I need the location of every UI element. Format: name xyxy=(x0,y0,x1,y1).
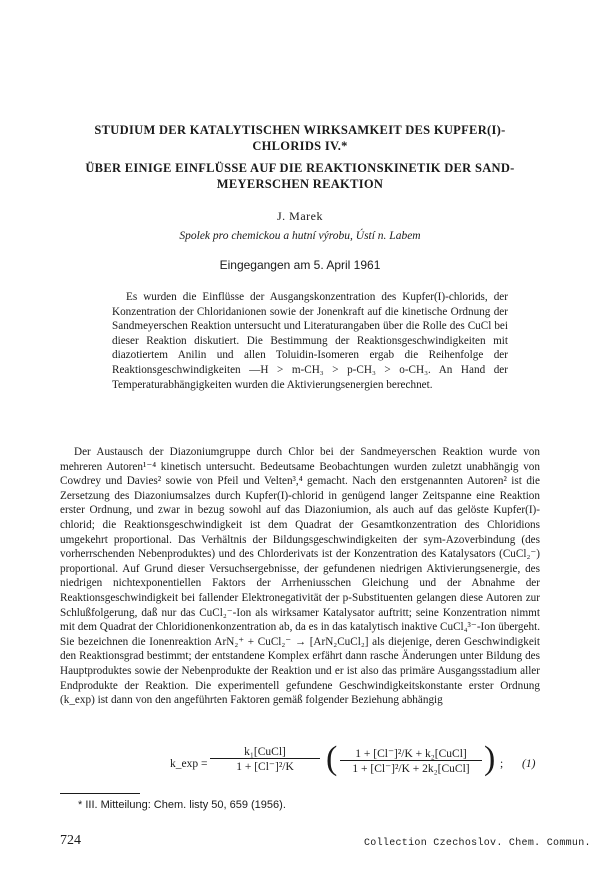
fraction-1-denominator: 1 + [Cl⁻]²/K xyxy=(236,761,294,773)
abstract-text: Es wurden die Einflüsse der Ausgangskonzentration des Kupfer(I)-chlorids, der Konzentration der Chloridanionen sowie der Jonenkraft auf die kinetische Ordnung der Sandmeyerschen Reaktion untersucht und Literaturangaben über die Rolle des CuCl bei dieser Reaktion diskutiert. Die Bestimmung der Reaktionsgeschwindigkeiten mit diazotiertem Anilin und allen Toluidin-Isomeren ergab die Reihenfolge der Reaktionsgeschwindigkeiten —H > m-CH₃ > p-CH₃ > o-CH₃. An Hand der Temperaturabhängigkeiten wurden die Aktivierungsenergien berechnet. xyxy=(112,291,508,391)
abstract xyxy=(112,290,508,392)
equation-lhs: k_exp = xyxy=(170,758,208,770)
fraction-1-numerator: k₁[CuCl] xyxy=(210,746,320,759)
body-text xyxy=(60,445,540,708)
fraction-2-numerator: 1 + [Cl⁻]²/K + k₂[CuCl] xyxy=(340,746,482,761)
equation-1 xyxy=(170,740,550,786)
paper-subtitle: ÜBER EINIGE EINFLÜSSE AUF DIE REAKTIONSKINETIK DER SAND- MEYERSCHEN REAKTION xyxy=(85,161,515,191)
paper-title: STUDIUM DER KATALYTISCHEN WIRKSAMKEIT DES KUPFER(I)- CHLORIDS IV.* xyxy=(94,123,506,153)
author-name: J. Marek xyxy=(277,209,323,223)
left-parenthesis: ( xyxy=(326,740,338,777)
author-affiliation: Spolek pro chemickou a hutní výrobu, Ústí n. Labem xyxy=(179,230,421,242)
right-parenthesis: ) xyxy=(484,740,496,777)
equation-semicolon: ; xyxy=(500,758,504,770)
equation-fraction-1 xyxy=(210,746,320,773)
equation-number: (1) xyxy=(522,758,536,770)
body-paragraph: Der Austausch der Diazoniumgruppe durch Chlor bei der Sandmeyerschen Reaktion wurde von mehreren Autoren¹⁻⁴ kinetisch untersucht. Bedeutsame Beobachtungen wurden zuletzt unabhängig von Cowdrey und Davies² sowie von Pfeil und Velten³,⁴ gemacht. Nach den erstgenannten Autoren² ist die Zersetzung des Diazoniumsalzes durch Kupfer(I)-chlorid in genügend langer Zeitspanne eine Reaktion erster Ordnung, und zwar in bezug sowohl auf das Diazoniumion, als auch auf das gelöste Kupfer(I)-chlorid; die Reaktionsgeschwindigkeit ist dem Quadrat der Gesamtkonzentration des Chloridions umgekehrt proportional. Das Verhältnis der Bildungsgeschwindigkeiten der sym-Azoverbindung (des vorherrschenden Nebenproduktes) und des Chlorderivats ist der Konzentration des Katalysators (CuCl₂⁻) proportional. Auf Grund dieser Versuchsergebnisse, der gefundenen niedrigen Aktivierungsenergie, des niedrigen nichtexponentiellen Faktors der Arrheniusschen Gleichung und der Abnahme der Reaktionsgeschwindigkeit bei fallender Elektronegativität der p-Substituenten gelangen diese Autoren zur Schlußfolgerung, daß nur das CuCl₂⁻-Ion als wirksamer Katalysator auftritt; seine Konzentration nimmt mit dem Quadrat der Chloridionenkonzentration ab, da es in das katalytisch inaktive CuCl₄³⁻-Ion übergeht. Sie bezeichnen die Ionenreaktion ArN₂⁺ + CuCl₂⁻ → [ArN₂CuCl₂] als diejenige, deren Geschwindigkeit den Reaktionsgrad bestimmt; der entstandene Komplex erfährt dann rasche Änderungen unter Bildung des Hauptproduktes sowie der Nebenprodukte der Reaktion und er ist also das primäre Ausgangsstadium aller Endprodukte der Reaktion. Die experimentell gefundene Geschwindigkeitskonstante erster Ordnung (k_exp) ist dann von den angeführten Faktoren gemäß folgender Beziehung abhängig xyxy=(60,446,540,707)
equation-fraction-2 xyxy=(340,746,482,775)
journal-name: Collection Czechoslov. Chem. Commun. xyxy=(364,838,591,849)
received-date: Eingegangen am 5. April 1961 xyxy=(219,258,381,272)
footnote: * III. Mitteilung: Chem. listy 50, 659 (1956). xyxy=(78,799,286,811)
page-number: 724 xyxy=(60,833,81,848)
footnote-rule xyxy=(60,793,140,794)
fraction-2-denominator: 1 + [Cl⁻]²/K + 2k₂[CuCl] xyxy=(352,763,470,775)
